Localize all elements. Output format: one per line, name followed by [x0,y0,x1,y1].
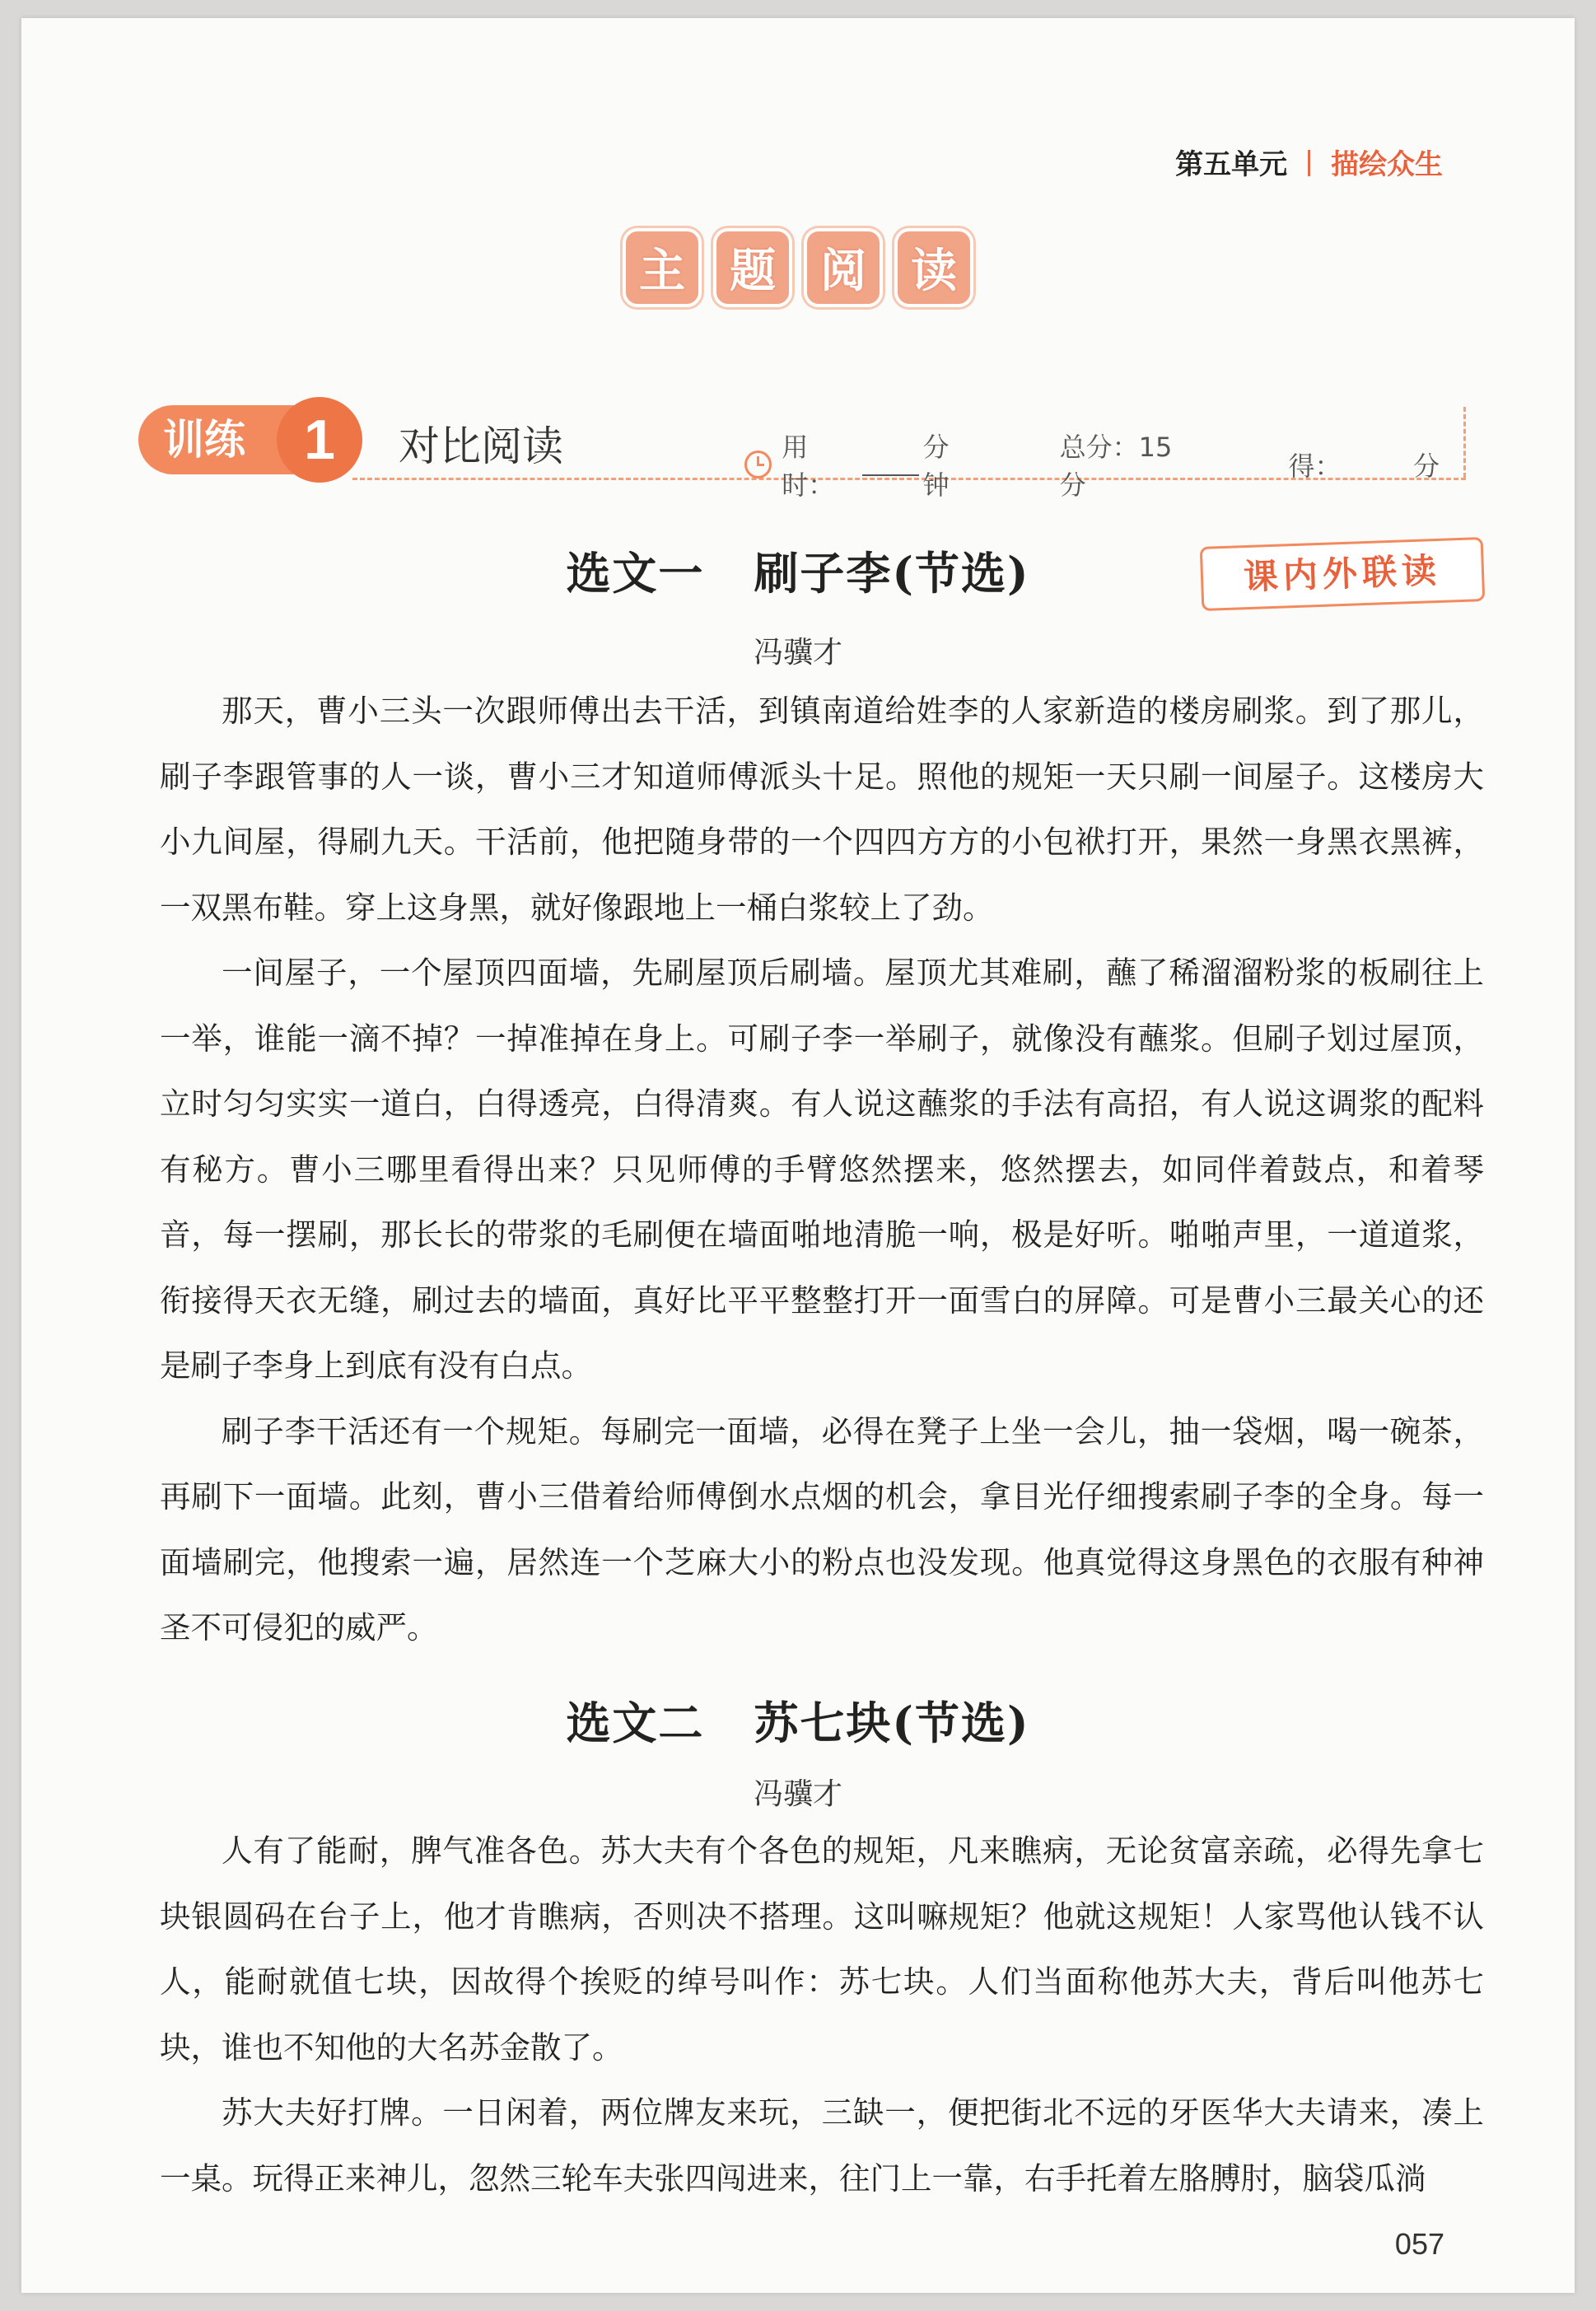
theme-title-char: 阅 [804,228,883,307]
theme-title-char: 题 [713,228,792,307]
unit-header [1175,142,1443,182]
article2-title-main: 苏七块(节选) [754,1697,1030,1749]
unit-label: 第五单元 [1175,149,1288,180]
training-bar [138,399,1472,501]
link-reading-tag: 课内外联读 [1200,537,1486,611]
article2-title-prefix: 选文二 [566,1697,705,1749]
paragraph: 那天，曹小三头一次跟师傅出去干活，到镇南道给姓李的人家新造的楼房刷浆。到了那儿，刷子李跟管事的人一谈，曹小三才知道师傅派头十足。照他的规矩一天只刷一间屋子。这楼房大小九间屋，得刷九天。干活前，他把随身带的一个四四方方的小包袱打开，果然一身黑衣黑裤，一双黑布鞋。穿上这身黑，就好像跟地上一桶白浆较上了劲。 [160,693,1484,926]
page [21,18,1575,2293]
time-unit: 分钟 [922,432,950,501]
article1-title-prefix: 选文一 [566,547,705,600]
article2-body [160,1818,1484,2211]
header-separator: | [1305,146,1313,177]
article1-author: 冯骥才 [753,636,842,670]
clock-icon [744,451,772,479]
total-score: 总分：15 分 [1059,432,1173,501]
article1-title-main: 刷子李(节选) [754,547,1030,600]
training-meta [744,427,1440,502]
paragraph: 人有了能耐，脾气准各色。苏大夫有个各色的规矩，凡来瞧病，无论贫富亲疏，必得先拿七块银圆码在台子上，他才肯瞧病，否则决不搭理。这叫嘛规矩？他就这规矩！人家骂他认钱不认人，能耐就值七块，因故得个挨贬的绰号叫作：苏七块。人们当面称他苏大夫，背后叫他苏七块，谁也不知他的大名苏金散了。 [160,1832,1484,2066]
training-number: 1 [277,397,362,483]
time-blank[interactable] [862,453,920,476]
theme-title-char: 读 [894,228,973,307]
training-title: 对比阅读 [399,423,563,470]
article2-author: 冯骥才 [753,1777,842,1811]
dashed-divider-right [1463,407,1466,478]
score-label: 得： [1288,451,1342,482]
article1-body [160,679,1484,1661]
time-label: 用时： [782,432,835,501]
article2-title [21,1688,1575,1752]
page-number: 057 [1394,2227,1444,2261]
paragraph: 苏大夫好打牌。一日闲着，两位牌友来玩，三缺一，便把街北不远的牙医华大夫请来，凑上一桌。玩得正来神儿，忽然三轮车夫张四闯进来，往门上一靠，右手托着左胳膊肘，脑袋瓜淌 [160,2094,1484,2197]
paragraph: 刷子李干活还有一个规矩。每刷完一面墙，必得在凳子上坐一会儿，抽一袋烟，喝一碗茶，再刷下一面墙。此刻，曹小三借着给师傅倒水点烟的机会，拿目光仔细搜索刷子李的全身。每一面墙刷完，他搜索一遍，居然连一个芝麻大小的粉点也没发现。他真觉得这身黑色的衣服有种神圣不可侵犯的威严。 [160,1412,1484,1646]
theme-title [21,228,1575,307]
training-label: 训练 [138,405,352,474]
unit-theme: 描绘众生 [1331,149,1443,180]
theme-title-char: 主 [623,228,702,307]
score-unit: 分 [1412,451,1440,482]
paragraph: 一间屋子，一个屋顶四面墙，先刷屋顶后刷墙。屋顶尤其难刷，蘸了稀溜溜粉浆的板刷往上一举，谁能一滴不掉？一掉准掉在身上。可刷子李一举刷子，就像没有蘸浆。但刷子划过屋顶，立时匀匀实实一道白，白得透亮，白得清爽。有人说这蘸浆的手法有高招，有人说这调浆的配料有秘方。曹小三哪里看得出来？只见师傅的手臂悠然摆来，悠然摆去，如同伴着鼓点，和着琴音，每一摆刷，那长长的带浆的毛刷便在墙面啪地清脆一响，极是好听。啪啪声里，一道道浆，衔接得天衣无缝，刷过去的墙面，真好比平平整整打开一面雪白的屏障。可是曹小三最关心的还是刷子李身上到底有没有白点。 [160,955,1484,1384]
